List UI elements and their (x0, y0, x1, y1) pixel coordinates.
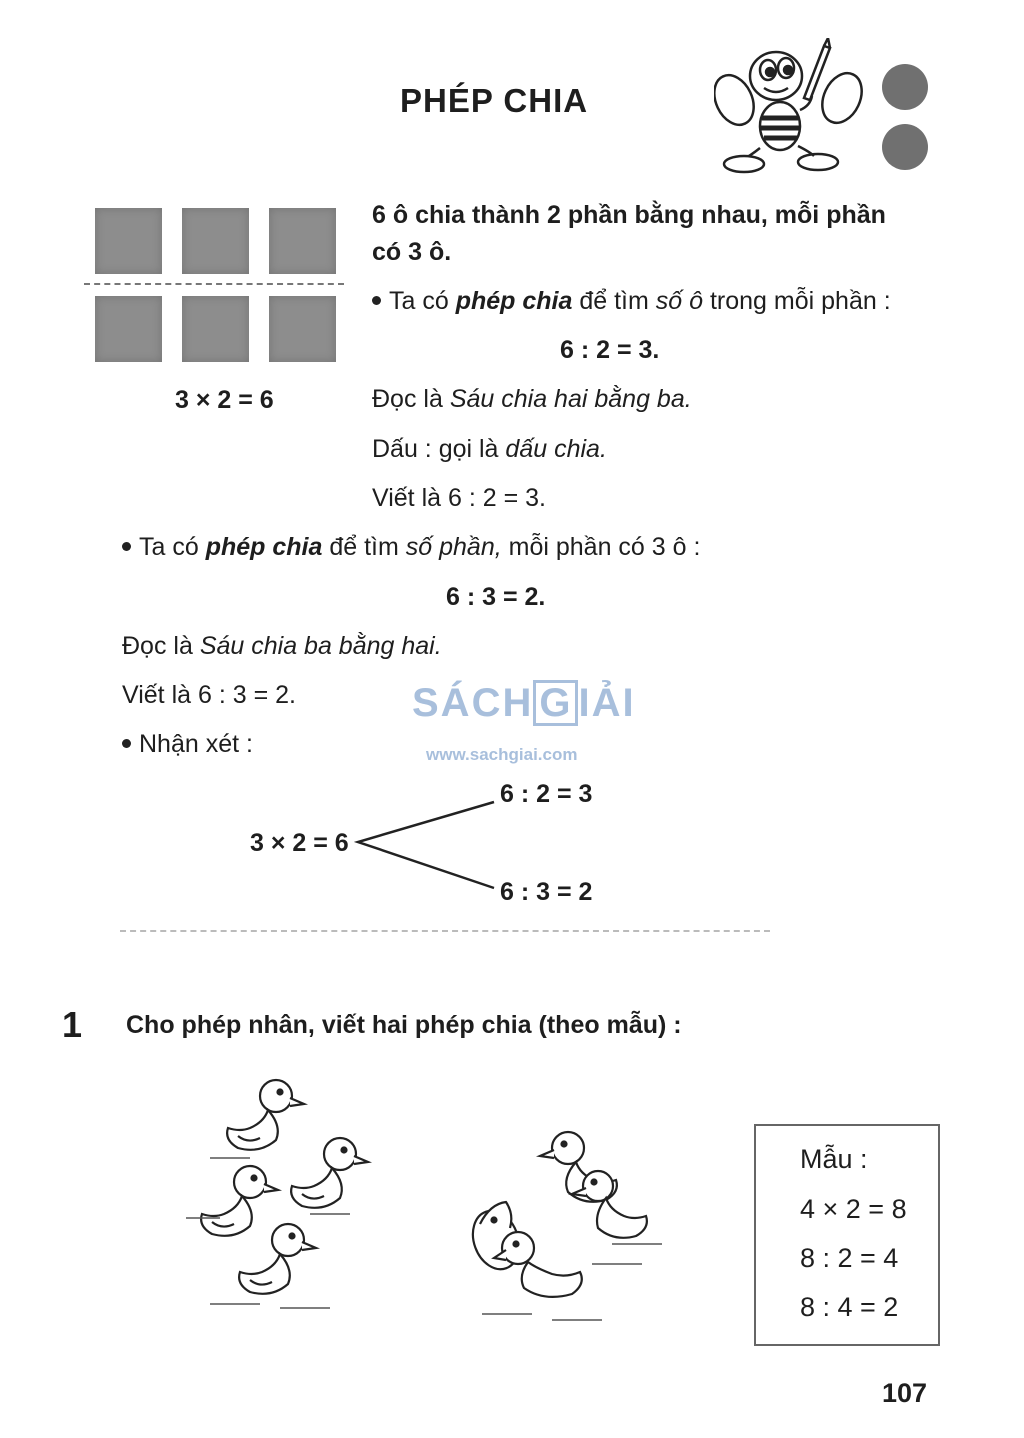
dashed-divider (84, 283, 344, 285)
sample-line: 8 : 4 = 2 (800, 1292, 899, 1322)
page-number: 107 (882, 1378, 928, 1408)
remark-label: Nhận xét : (122, 729, 253, 759)
part1-equation: 6 : 2 = 3. (560, 336, 660, 364)
grid-square (182, 296, 249, 362)
grid-square (95, 208, 162, 274)
part1-sign: Dấu : gọi là dấu chia. (372, 435, 607, 463)
remark-source-equation: 3 × 2 = 6 (250, 829, 349, 857)
part1-write: Viết là 6 : 2 = 3. (372, 484, 546, 512)
sample-line: 8 : 2 = 4 (800, 1243, 899, 1273)
ducks-group-four-icon (180, 1068, 380, 1318)
exercise-number: 1 (62, 1004, 83, 1045)
remark-bottom-equation: 6 : 3 = 2 (500, 878, 593, 906)
sample-label: Mẫu : (800, 1144, 868, 1174)
watermark-url: www.sachgiai.com (426, 745, 578, 764)
sample-line: 4 × 2 = 8 (800, 1194, 907, 1224)
bullet-icon (122, 542, 131, 551)
bee-mascot-icon (714, 38, 864, 178)
remark-top-equation: 6 : 2 = 3 (500, 780, 593, 808)
intro-line-2: có 3 ô. (372, 238, 452, 266)
watermark-brand: SÁCH G IẢI (412, 681, 636, 725)
exercise-instruction: Cho phép nhân, viết hai phép chia (theo mẫu) : (126, 1011, 682, 1039)
section-divider (120, 930, 770, 932)
part1-statement: Ta có phép chia để tìm số ô trong mỗi phần : (372, 286, 891, 316)
decor-circle-top (882, 64, 928, 110)
grid-square (269, 208, 336, 274)
part2-statement: Ta có phép chia để tìm số phần, mỗi phần có 3 ô : (122, 532, 700, 562)
branch-lines (354, 796, 500, 896)
part2-equation: 6 : 3 = 2. (446, 583, 546, 611)
part1-read: Đọc là Sáu chia hai bằng ba. (372, 385, 692, 413)
bullet-icon (372, 296, 381, 305)
grid-square (182, 208, 249, 274)
figure-equation: 3 × 2 = 6 (175, 386, 274, 414)
part2-read: Đọc là Sáu chia ba bằng hai. (122, 632, 442, 660)
part2-write: Viết là 6 : 3 = 2. (122, 681, 296, 709)
bullet-icon (122, 739, 131, 748)
grid-square (95, 296, 162, 362)
decor-circle-bottom (882, 124, 928, 170)
sample-box (754, 1124, 940, 1346)
intro-line-1: 6 ô chia thành 2 phần bằng nhau, mỗi phần (372, 201, 886, 229)
grid-square (269, 296, 336, 362)
ducks-group-right-icon (462, 1124, 672, 1324)
page-title: PHÉP CHIA (400, 82, 589, 119)
